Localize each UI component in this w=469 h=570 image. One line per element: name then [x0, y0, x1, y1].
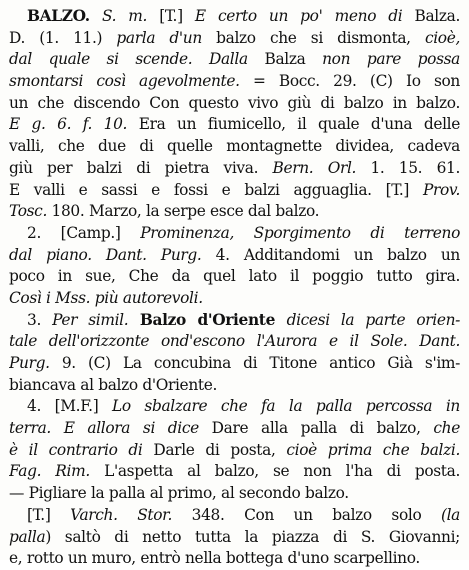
entry-line	[9, 28, 460, 50]
entry-line	[9, 548, 460, 570]
bold-term: Balzo d'Oriente	[128, 310, 287, 329]
italic-text: (la	[440, 505, 460, 524]
entry-line	[9, 310, 460, 332]
italic-text: Così i Mss. più autorevoli.	[9, 288, 203, 307]
text-segment: 180. Marzo, la serpe esce dal balzo.	[47, 202, 320, 221]
text-segment: [T.]	[27, 505, 71, 524]
entry-line	[9, 483, 460, 505]
text-segment: 3.	[27, 310, 53, 329]
entry-line	[9, 180, 460, 202]
text-segment: [T.]	[147, 7, 195, 25]
text-segment: Era un fiumicello, il quale d'una delle	[127, 115, 460, 134]
italic-text: Lo sbalzare che fa la palla percossa in	[112, 397, 460, 416]
italic-text: E g. 6. f. 10.	[9, 115, 128, 134]
entry-line	[9, 49, 460, 71]
text-segment: Balza	[247, 50, 323, 69]
text-segment: 2. [Camp.]	[27, 223, 141, 242]
text-segment: ) saltò di netto tutta la piazza di S. Giovanni;	[45, 527, 460, 546]
italic-text: che	[433, 419, 460, 438]
entry-line	[9, 288, 460, 310]
italic-text: Fag. Rim.	[9, 462, 90, 481]
entry-line	[9, 158, 460, 180]
entry-line	[9, 353, 460, 375]
italic-text: Varch. Stor.	[70, 505, 173, 524]
entry-line	[9, 440, 460, 462]
italic-text: Prov.	[423, 180, 460, 199]
entry-line	[9, 71, 460, 93]
italic-text: Bern. Orl.	[272, 158, 357, 177]
text-segment: 4. [M.F.]	[27, 397, 112, 416]
entry-line	[9, 331, 460, 353]
italic-text: smontarsi così agevolmente.	[9, 72, 240, 91]
text-segment: L'aspetta al balzo, se non l'ha di posta.	[89, 462, 460, 481]
entry-line	[9, 418, 460, 440]
text-segment: = Bocc. 29. (C)	[239, 72, 406, 91]
text-segment: 1. 15. 61.	[356, 158, 460, 177]
text-segment: D. (1. 11.)	[9, 28, 117, 47]
italic-text: S. m.	[89, 7, 148, 25]
italic-text: Per simil.	[52, 310, 129, 329]
italic-text: palla	[9, 527, 46, 546]
text-segment: poco in sue, Che da quel lato il poggio tutto gira.	[9, 267, 460, 286]
text-segment: 348. Con un balzo solo	[172, 505, 441, 524]
text-segment: 9. (C) La concubina di Titone antico Già s'im-	[49, 354, 460, 372]
text-segment: un che discendo Con questo vivo giù di balzo in balzo.	[9, 93, 460, 112]
italic-text: Prominenza, Sporgimento di terreno	[140, 223, 460, 242]
italic-text: Purg.	[9, 354, 50, 372]
italic-text: cioè prima che balzi.	[286, 440, 460, 459]
text-segment: giù per balzi di pietra viva.	[9, 158, 273, 177]
italic-text: Tosc.	[9, 202, 47, 221]
text-segment: Io son	[405, 72, 460, 91]
text-segment: balzo che si dismonta,	[201, 28, 425, 47]
entry-line	[9, 396, 460, 418]
italic-text: terra. E allora si dice	[9, 419, 199, 438]
entry-line	[9, 201, 460, 223]
bold-term: BALZO.	[27, 7, 90, 25]
text-segment: biancava al balzo d'Oriente.	[9, 375, 218, 394]
text-segment: 4. Additandomi un balzo un	[201, 245, 460, 264]
entry-line	[9, 375, 460, 397]
text-segment: — Pigliare la palla al primo, al secondo balzo.	[9, 484, 349, 503]
entry-line	[9, 245, 460, 267]
entry-line	[9, 6, 460, 28]
entry-line	[9, 461, 460, 483]
entry-line	[9, 527, 460, 549]
entry-line	[9, 505, 460, 527]
italic-text: parla d'un	[116, 28, 202, 47]
italic-text: dicesi la parte orien-	[286, 310, 460, 329]
italic-text: è il contrario di	[9, 440, 143, 459]
entry-line	[9, 93, 460, 115]
italic-text: cioè,	[424, 28, 460, 47]
italic-text: tale dell'orizzonte ond'escono l'Aurora e il Sole. Dant.	[9, 332, 460, 351]
italic-text: E certo un po' meno di	[194, 7, 403, 25]
text-segment: valli, che due di quelle montagnette dividea, cadeva	[9, 137, 460, 156]
text-segment: E valli e sassi e fossi e balzi agguaglia. [T.]	[9, 180, 423, 199]
text-segment: Balza.	[402, 7, 460, 25]
italic-text: dal quale si scende. Dalla	[9, 50, 248, 69]
italic-text: non pare possa	[322, 50, 460, 69]
italic-text: dal piano. Dant. Purg.	[9, 245, 202, 264]
entry-line	[9, 136, 460, 158]
entry-line	[9, 266, 460, 288]
entry-line	[9, 114, 460, 136]
text-segment: e, rotto un muro, entrò nella bottega d'uno scarpellino.	[9, 549, 420, 568]
dictionary-entry-balzo	[9, 6, 460, 570]
text-segment: Dare alla palla di balzo,	[198, 419, 434, 438]
entry-line	[9, 223, 460, 245]
text-segment: Darle di posta,	[142, 440, 287, 459]
